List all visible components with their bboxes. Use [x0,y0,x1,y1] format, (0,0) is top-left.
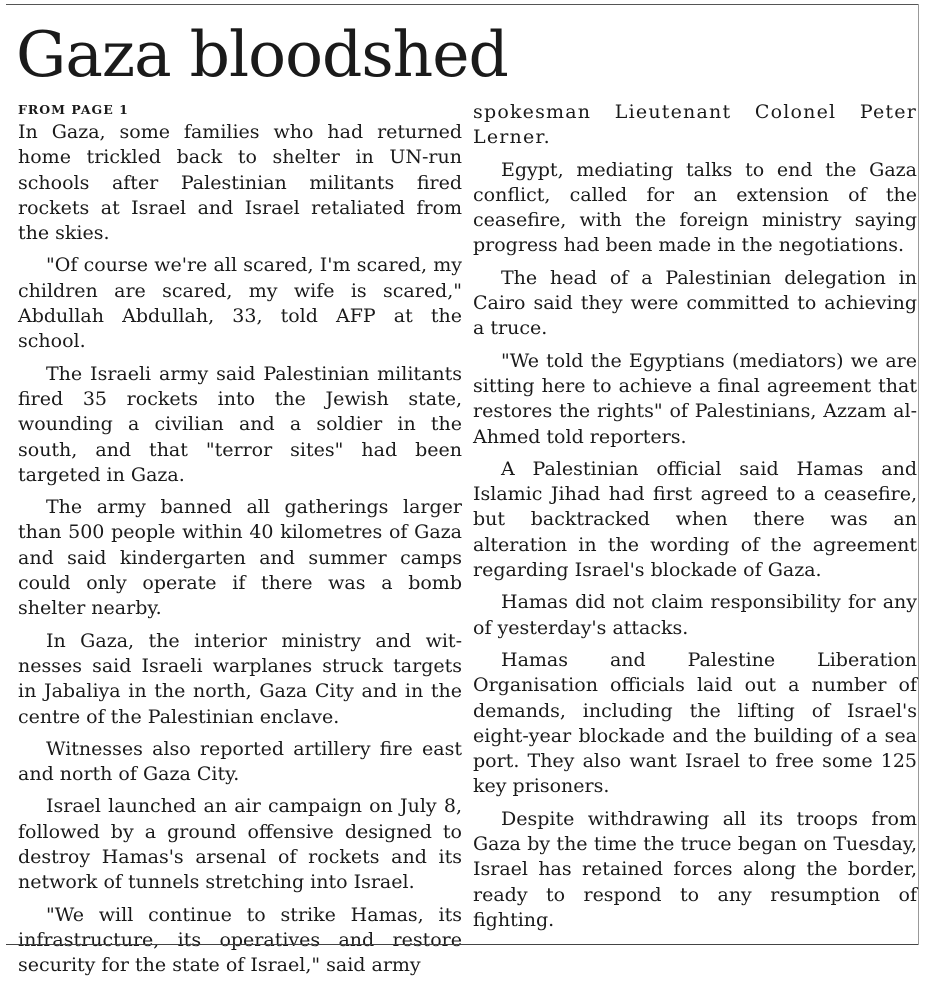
paragraph: Despite withdrawing all its troops from Gaza by the time the truce began on Tuesday, Israel has retained forces along the border, ready to respond to any resumption of fighting. [473,807,917,931]
paragraph: The army banned all gatherings larger than 500 people within 40 kilometres of Gaza and said kindergarten and summer camps could only operate if there was a bomb shelter nearby. [18,496,462,620]
paragraph: Egypt, mediating talks to end the Gaza conflict, called for an extension of the ceasefire, with the foreign ministry saying progress had been made in the negotiations. [473,158,917,257]
article-column-right [473,100,917,940]
paragraph: Hamas did not claim responsibility for any of yesterday's attacks. [473,591,917,639]
paragraph: In Gaza, some families who had returned home trickled back to shelter in UN-run schools after Palestinian militants fired rockets at Israel and Israel retaliated from the skies. [18,121,462,245]
paragraph: "We told the Egyptians (mediators) we are sitting here to achieve a final agreement that restores the rights" of Palestinians, Azzam al-Ahmed told reporters. [473,349,917,448]
article-column-left [18,100,462,986]
paragraph: Hamas and Palestine Liberation Organisation officials laid out a number of demands, including the lifting of Israel's eight-year blockade and the building of a sea port. They also want Israel to free some 125 key prisoners. [473,648,917,798]
paragraph: Israel launched an air campaign on July 8, followed by a ground offensive designed to destroy Hamas's arsenal of rockets and its network of tunnels stretching into Israel. [18,795,462,894]
top-rule [6,4,918,5]
paragraph-continuation: spokesman Lieutenant Colonel Peter Lerner. [473,101,917,149]
paragraph: "Of course we're all scared, I'm scared, my children are scared, my wife is scared," Abdullah Abdullah, 33, told AFP at the school. [18,254,462,353]
right-edge-rule [918,4,919,945]
dateline: FROM PAGE 1 [18,102,129,117]
paragraph: The Israeli army said Palestinian militants fired 35 rockets into the Jewish state, wounding a civilian and a soldier in the south, and that "terror sites" had been targeted in Gaza. [18,362,462,486]
paragraph: A Palestinian official said Hamas and Islamic Jihad had first agreed to a ceasefire, but backtracked when there was an alteration in the wording of the agreement regarding Israel's blockade of Gaza. [473,457,917,582]
paragraph: Witnesses also reported artillery fire east and north of Gaza City. [18,737,462,786]
paragraph-continued: "We will continue to strike Hamas, its infrastructure, its operatives and restore security for the state of Israel," said army [18,903,462,977]
bottom-rule [6,944,918,945]
paragraph: The head of a Palestinian delegation in Cairo said they were committed to achieving a truce. [473,266,917,340]
paragraph: In Gaza, the interior ministry and witnesses said Israeli warplanes struck targets in Jabaliya in the north, Gaza City and in the centre of the Palestinian enclave. [18,629,462,728]
headline: Gaza bloodshed [16,18,508,91]
